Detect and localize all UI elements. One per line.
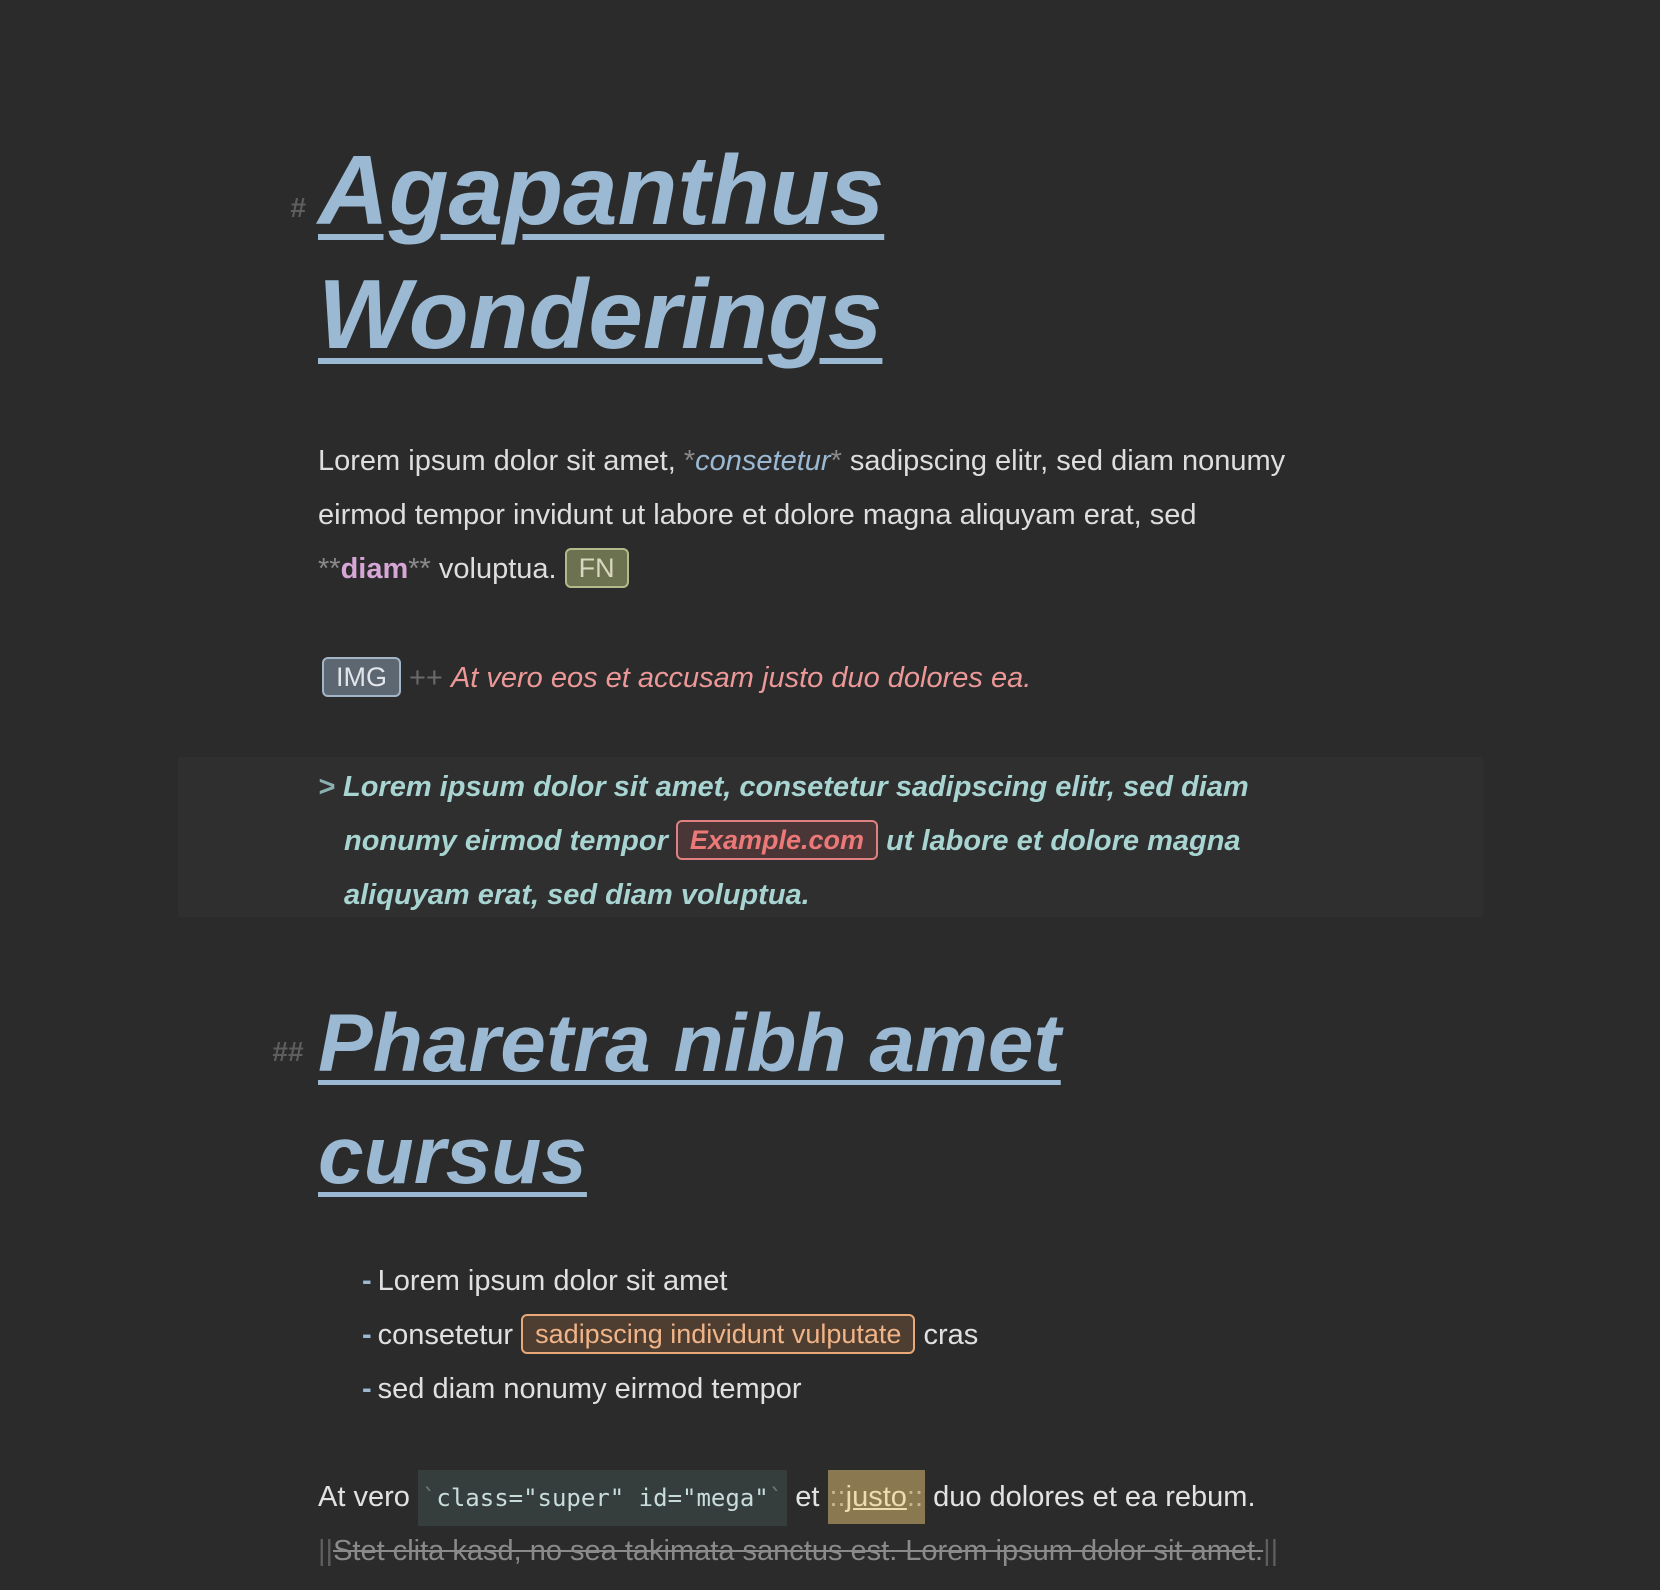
section-heading: [318, 988, 1061, 1212]
list-item: [362, 1254, 978, 1308]
emphasis-text: consetetur: [695, 445, 831, 477]
code-tick: `: [768, 1484, 784, 1512]
blockquote-text: aliquyam erat, sed diam voluptua.: [344, 879, 810, 911]
list-item-text: cras: [915, 1319, 979, 1351]
link-badge[interactable]: Example.com: [676, 820, 878, 860]
list-item: [362, 1308, 978, 1362]
paragraph-text: voluptua.: [430, 553, 557, 585]
strike-delimiter: ||: [1263, 1535, 1279, 1567]
code-text: class="super" id="mega": [436, 1484, 769, 1512]
heading2-marker: ##: [272, 1036, 304, 1067]
strike-text: Stet clita kasd, no sea takimata sanctus est. Lorem ipsum dolor sit amet.: [333, 1535, 1264, 1567]
strong-marker: **: [318, 553, 341, 585]
mark-delimiter: ::: [829, 1481, 846, 1513]
strong-marker: **: [408, 553, 431, 585]
title-line: Agapanthus: [318, 135, 885, 245]
heading-line: cursus: [318, 1110, 587, 1201]
blockquote: [318, 760, 1358, 922]
emphasis-marker: *: [683, 445, 696, 477]
paragraph: [318, 434, 1358, 596]
heading1-marker: #: [290, 192, 306, 223]
code-line: [318, 1470, 1256, 1526]
blockquote-text: Lorem ipsum dolor sit amet, consetetur sadipscing elitr, sed diam: [343, 771, 1249, 803]
line-text: At vero: [318, 1481, 418, 1513]
blockquote-text: nonumy eirmod tempor: [344, 825, 676, 857]
strike-delimiter: ||: [318, 1535, 334, 1567]
image-badge[interactable]: IMG: [322, 657, 401, 697]
bullet-marker: -: [362, 1319, 372, 1351]
bullet-marker: -: [362, 1265, 372, 1297]
list-item-text: Lorem ipsum dolor sit amet: [377, 1265, 728, 1297]
strikethrough-line: [318, 1524, 1278, 1578]
image-line: [322, 651, 1031, 705]
paragraph-text: Lorem ipsum dolor sit amet,: [318, 445, 684, 477]
blockquote-marker: >: [318, 771, 335, 803]
line-text: et: [787, 1481, 828, 1513]
list-item: [362, 1362, 978, 1416]
blockquote-text: ut labore et dolore magna: [878, 825, 1241, 857]
heading-line: Pharetra nibh amet: [318, 998, 1061, 1089]
image-caption: At vero eos et accusam justo duo dolores ea.: [450, 662, 1032, 694]
bullet-marker: -: [362, 1373, 372, 1405]
line-text: duo dolores et ea rebum.: [925, 1481, 1256, 1513]
mark-delimiter: ::: [906, 1481, 924, 1513]
paragraph-text: eirmod tempor invidunt ut labore et dolore magna aliquyam erat, sed: [318, 499, 1197, 531]
inline-code[interactable]: [418, 1470, 787, 1526]
title-line: Wonderings: [318, 259, 883, 369]
document-title: [318, 128, 884, 376]
list-item-text: sed diam nonumy eirmod tempor: [377, 1373, 802, 1405]
bullet-list: [362, 1254, 978, 1416]
footnote-badge[interactable]: FN: [565, 548, 629, 588]
paragraph-text: sadipscing elitr, sed diam nonumy: [841, 445, 1286, 477]
emphasis-marker: *: [830, 445, 842, 477]
mark-text: justo: [845, 1481, 907, 1513]
marked-text[interactable]: [828, 1470, 926, 1524]
strong-text: diam: [340, 553, 409, 585]
image-marker: ++: [409, 662, 443, 694]
list-item-text: consetetur: [377, 1319, 522, 1351]
highlight-badge[interactable]: sadipscing individunt vulputate: [521, 1314, 915, 1354]
code-tick: `: [421, 1484, 437, 1512]
